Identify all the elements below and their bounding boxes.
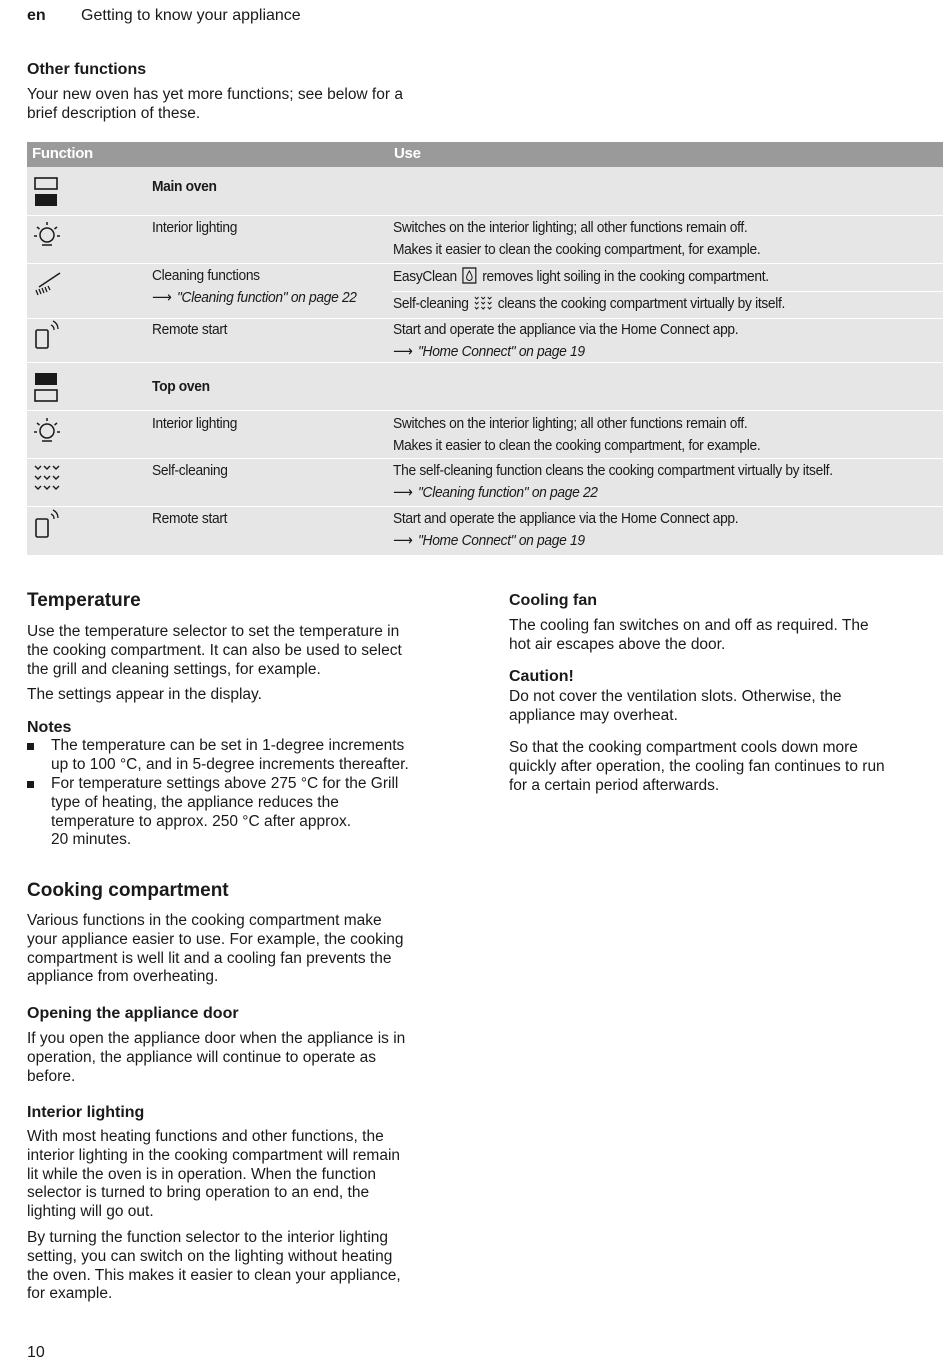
top-remote-start-name: Remote start (152, 510, 228, 527)
text-line: type of heating, the appliance reduces the (51, 793, 339, 811)
main-remote-start-ref[interactable] (393, 341, 585, 363)
notes-heading: Notes (27, 719, 72, 736)
text-line: operation, the appliance will continue to operate as (27, 1048, 376, 1066)
col-use-header: Use (394, 145, 421, 162)
note-1 (51, 737, 471, 775)
bullet-icon (27, 743, 34, 750)
text-line: setting, you can switch on the lighting without heating (27, 1247, 393, 1265)
text-line: lit while the oven is in operation. When the function (27, 1165, 376, 1183)
text-line: appliance may overheat. (509, 706, 678, 724)
top-interior-lighting-use-2: Makes it easier to clean the cooking compartment, for example. (393, 437, 761, 454)
arrow-icon: ⟶ (393, 532, 413, 549)
main-oven-label: Main oven (152, 178, 217, 195)
text-line: temperature to approx. 250 °C after approx. (51, 812, 352, 830)
selfclean-text: cleans the cooking compartment virtually by itself. (497, 295, 786, 312)
page-number: 10 (27, 1344, 45, 1361)
top-remote-start-ref[interactable] (393, 530, 585, 552)
note-2 (51, 775, 471, 850)
easyclean-name: EasyClean (393, 268, 457, 285)
main-oven-icon (33, 175, 61, 209)
text-line: The temperature can be set in 1-degree increments (51, 737, 405, 754)
temperature-para1 (27, 623, 402, 679)
text-line: quickly after operation, the cooling fan continues to run (509, 757, 885, 775)
text-line: 20 minutes. (51, 831, 132, 849)
text-line: appliance from overheating. (27, 968, 219, 986)
language-code: en (27, 7, 46, 24)
main-interior-lighting-use-2: Makes it easier to clean the cooking compartment, for example. (393, 241, 761, 258)
main-interior-lighting-use-1: Switches on the interior lighting; all other functions remain off. (393, 219, 748, 236)
cleaning-ref-text: "Cleaning function" on page 22 (176, 289, 357, 306)
intro-line: brief description of these. (27, 104, 201, 122)
caution-heading: Caution! (509, 668, 574, 685)
arrow-icon: ⟶ (393, 484, 413, 501)
temperature-para2: The settings appear in the display. (27, 686, 262, 703)
caution-text (509, 688, 842, 726)
easyclean-text: removes light soiling in the cooking compartment. (482, 268, 769, 285)
section-title: Getting to know your appliance (81, 7, 301, 24)
easyclean-drop-icon (462, 267, 477, 284)
text-line: the cooking compartment. It can also be used to select (27, 641, 402, 659)
top-self-cleaning-name: Self-cleaning (152, 462, 228, 479)
text-line: before. (27, 1067, 76, 1085)
text-line: For temperature settings above 275 °C for the Grill (51, 775, 399, 792)
home-connect-ref-text: "Home Connect" on page 19 (417, 343, 585, 360)
easyclean-use (393, 266, 769, 288)
intro-line: Your new oven has yet more functions; see below for a (27, 86, 403, 103)
cleaning-functions-ref[interactable] (152, 287, 357, 309)
remote-start-icon (33, 319, 61, 353)
interior-lighting-para1 (27, 1128, 400, 1222)
text-line: up to 100 °C, and in 5-degree increments thereafter. (51, 755, 409, 773)
col-function-header: Function (32, 145, 93, 162)
selfclean-use (393, 293, 785, 315)
interior-lighting-para2 (27, 1229, 401, 1304)
text-line: your appliance easier to use. For example, the cooking (27, 930, 404, 948)
bullet-icon (27, 781, 34, 788)
text-line: Various functions in the cooking compartment make (27, 912, 382, 929)
text-line: interior lighting in the cooking compartment will remain (27, 1146, 401, 1164)
top-self-cleaning-ref[interactable] (393, 482, 598, 504)
door-para (27, 1030, 405, 1086)
arrow-icon: ⟶ (393, 343, 413, 360)
text-line: lighting will go out. (27, 1203, 154, 1221)
top-oven-label: Top oven (152, 378, 210, 395)
function-table (27, 167, 943, 555)
door-heading: Opening the appliance door (27, 1005, 239, 1022)
text-line: Use the temperature selector to set the temperature in (27, 623, 400, 640)
text-line: The cooling fan switches on and off as required. The (509, 617, 869, 634)
text-line: the grill and cleaning settings, for example. (27, 660, 321, 678)
top-oven-icon (33, 370, 61, 404)
text-line: Do not cover the ventilation slots. Otherwise, the (509, 688, 842, 705)
text-line: compartment is well lit and a cooling fan prevents the (27, 949, 392, 967)
arrow-icon: ⟶ (152, 289, 172, 306)
main-remote-start-name: Remote start (152, 321, 228, 338)
top-self-cleaning-use: The self-cleaning function cleans the cooking compartment virtually by itself. (393, 462, 833, 479)
text-line: By turning the function selector to the interior lighting (27, 1229, 389, 1246)
cleaning-brush-icon (33, 269, 61, 303)
text-line: selector is turned to bring operation to an end, the (27, 1184, 370, 1202)
function-table-header (27, 142, 943, 167)
interior-lighting-heading: Interior lighting (27, 1104, 145, 1121)
text-line: for example. (27, 1285, 113, 1303)
text-line: With most heating functions and other functions, the (27, 1128, 384, 1145)
top-remote-start-use: Start and operate the appliance via the Home Connect app. (393, 510, 739, 527)
main-remote-start-use: Start and operate the appliance via the Home Connect app. (393, 321, 739, 338)
cooling-fan-para2 (509, 739, 885, 795)
text-line: the oven. This makes it easier to clean your appliance, (27, 1266, 401, 1284)
cleaning-functions-name: Cleaning functions (152, 267, 260, 284)
cooking-compartment-heading: Cooking compartment (27, 880, 229, 901)
text-line: hot air escapes above the door. (509, 635, 726, 653)
other-functions-intro (27, 86, 403, 124)
self-cleaning-icon (33, 463, 61, 497)
cleaning-ref-text: "Cleaning function" on page 22 (417, 484, 598, 501)
light-bulb-icon (33, 415, 61, 449)
text-line: If you open the appliance door when the appliance is in (27, 1030, 406, 1047)
home-connect-ref-text: "Home Connect" on page 19 (417, 532, 585, 549)
selfclean-name: Self-cleaning (393, 295, 469, 312)
top-interior-lighting-use-1: Switches on the interior lighting; all other functions remain off. (393, 415, 748, 432)
other-functions-heading: Other functions (27, 61, 147, 78)
text-line: for a certain period afterwards. (509, 776, 720, 794)
remote-start-icon (33, 508, 61, 542)
cooling-fan-heading: Cooling fan (509, 592, 597, 609)
main-interior-lighting-name: Interior lighting (152, 219, 238, 236)
light-bulb-icon (33, 219, 61, 253)
cooking-compartment-para (27, 912, 404, 987)
self-cleaning-icon (474, 295, 492, 311)
cooling-fan-para1 (509, 617, 869, 655)
temperature-heading: Temperature (27, 590, 141, 611)
text-line: So that the cooking compartment cools down more (509, 739, 858, 756)
top-interior-lighting-name: Interior lighting (152, 415, 238, 432)
